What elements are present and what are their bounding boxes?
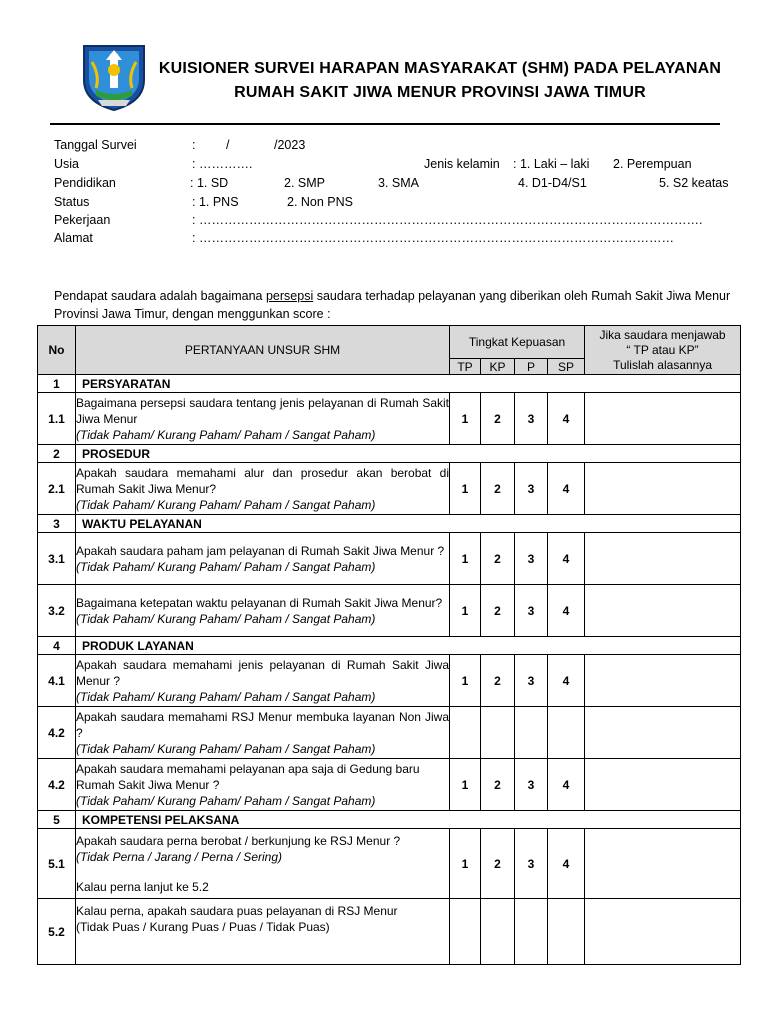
pendidikan-option-3[interactable]: 3. SMA (378, 176, 419, 190)
table-row (38, 533, 741, 585)
document-title-line1: KUISIONER SURVEI HARAPAN MASYARAKAT (SHM) PADA PELAYANAN (158, 60, 722, 77)
question-text: Apakah saudara memahami pelayanan apa saja di Gedung baru Rumah Sakit Jiwa Menur ? (76, 761, 420, 792)
section-label: PERSYARATAN (76, 375, 741, 393)
reason-cell[interactable] (585, 759, 741, 811)
section-row (38, 515, 741, 533)
question-options: (Tidak Paham/ Kurang Paham/ Paham / Sangat Paham) (76, 497, 376, 512)
jenis-kelamin-option-1[interactable]: : 1. Laki – laki (513, 157, 590, 171)
score-p[interactable]: 3 (515, 533, 548, 585)
reason-cell[interactable] (585, 829, 741, 899)
question-options: (Tidak Paham/ Kurang Paham/ Paham / Sangat Paham) (76, 427, 376, 442)
question-text: Apakah saudara memahami alur dan prosedur akan berobat di Rumah Sakit Jiwa Menur? (76, 465, 449, 496)
score-tp[interactable] (450, 707, 481, 759)
question-cell (76, 463, 450, 515)
reason-cell[interactable] (585, 707, 741, 759)
table-row (38, 899, 741, 965)
section-row (38, 811, 741, 829)
question-cell (76, 759, 450, 811)
question-followup: Kalau perna lanjut ke 5.2 (76, 879, 209, 894)
section-row (38, 375, 741, 393)
reason-cell[interactable] (585, 585, 741, 637)
tanggal-label: Tanggal Survei (54, 138, 137, 152)
status-option-1[interactable]: : 1. PNS (192, 195, 239, 209)
score-p[interactable] (515, 899, 548, 965)
pendidikan-option-4[interactable]: 4. D1-D4/S1 (518, 176, 587, 190)
row-no: 5.2 (38, 899, 76, 965)
table-row (38, 393, 741, 445)
score-p[interactable]: 3 (515, 463, 548, 515)
reason-cell[interactable] (585, 533, 741, 585)
score-kp[interactable] (481, 899, 515, 965)
header-reason-line3: Tulislah alasannya (613, 358, 713, 372)
row-no: 4.2 (38, 759, 76, 811)
section-label: PRODUK LAYANAN (76, 637, 741, 655)
header-reason-line1: Jika saudara menjawab (599, 328, 726, 342)
status-option-2[interactable]: 2. Non PNS (287, 195, 354, 209)
score-kp[interactable]: 2 (481, 533, 515, 585)
intro-underlined-word: persepsi (265, 289, 314, 303)
score-kp[interactable]: 2 (481, 393, 515, 445)
header-p: P (515, 359, 548, 375)
row-no: 1.1 (38, 393, 76, 445)
score-sp[interactable]: 4 (548, 393, 585, 445)
table-row (38, 829, 741, 899)
header-sp: SP (548, 359, 585, 375)
score-kp[interactable] (481, 707, 515, 759)
question-text: Bagaimana ketepatan waktu pelayanan di Rumah Sakit Jiwa Menur? (76, 595, 443, 610)
pendidikan-option-5[interactable]: 5. S2 keatas (659, 176, 729, 190)
score-sp[interactable]: 4 (548, 533, 585, 585)
row-no: 4.1 (38, 655, 76, 707)
question-cell (76, 655, 450, 707)
header-reason (585, 326, 741, 375)
question-cell (76, 899, 450, 965)
intro-paragraph (54, 287, 744, 323)
reason-cell[interactable] (585, 393, 741, 445)
tanggal-slash[interactable]: / (226, 138, 230, 152)
section-label: WAKTU PELAYANAN (76, 515, 741, 533)
alamat-label: Alamat (54, 231, 93, 245)
question-options: (Tidak Perna / Jarang / Perna / Sering) (76, 849, 282, 864)
score-p[interactable]: 3 (515, 655, 548, 707)
score-p[interactable]: 3 (515, 829, 548, 899)
section-no: 2 (38, 445, 76, 463)
question-text: Apakah saudara memahami jenis pelayanan di Rumah Sakit Jiwa Menur ? (76, 657, 449, 688)
survey-table (37, 325, 741, 965)
score-sp[interactable] (548, 707, 585, 759)
tanggal-year[interactable]: /2023 (274, 138, 306, 152)
score-p[interactable]: 3 (515, 759, 548, 811)
row-no: 3.1 (38, 533, 76, 585)
header-reason-line2: “ TP atau KP” (626, 343, 699, 357)
pekerjaan-field[interactable]: : …………………………………………………………………………………………………………. (192, 213, 703, 227)
table-row (38, 585, 741, 637)
question-cell (76, 829, 450, 899)
score-tp[interactable]: 1 (450, 655, 481, 707)
question-text: Kalau perna, apakah saudara puas pelayanan di RSJ Menur (76, 904, 398, 918)
section-no: 4 (38, 637, 76, 655)
score-tp[interactable]: 1 (450, 533, 481, 585)
row-no: 5.1 (38, 829, 76, 899)
question-options: (Tidak Paham/ Kurang Paham/ Paham / Sangat Paham) (76, 741, 376, 756)
score-sp[interactable]: 4 (548, 829, 585, 899)
question-text: Bagaimana persepsi saudara tentang jenis pelayanan di Rumah Sakit Jiwa Menur (76, 395, 449, 426)
table-row (38, 463, 741, 515)
reason-cell[interactable] (585, 899, 741, 965)
intro-text-start: Pendapat saudara adalah bagaimana (54, 289, 266, 303)
alamat-field[interactable]: : …………………………………………………………………………………………………… (192, 231, 674, 245)
question-cell (76, 707, 450, 759)
score-sp[interactable] (548, 899, 585, 965)
header-kp: KP (481, 359, 515, 375)
score-sp[interactable]: 4 (548, 463, 585, 515)
header-divider (50, 123, 720, 125)
score-kp[interactable]: 2 (481, 463, 515, 515)
header-question: PERTANYAAN UNSUR SHM (76, 326, 450, 375)
pendidikan-option-2[interactable]: 2. SMP (284, 176, 325, 190)
pendidikan-option-1[interactable]: : 1. SD (190, 176, 229, 190)
row-no: 4.2 (38, 707, 76, 759)
usia-label: Usia (54, 157, 80, 171)
section-row (38, 637, 741, 655)
table-row (38, 759, 741, 811)
header-satisfaction: Tingkat Kepuasan (450, 326, 585, 359)
score-tp[interactable]: 1 (450, 829, 481, 899)
score-kp[interactable]: 2 (481, 655, 515, 707)
question-options: (Tidak Paham/ Kurang Paham/ Paham / Sangat Paham) (76, 689, 376, 704)
section-row (38, 445, 741, 463)
document-title-line2: RUMAH SAKIT JIWA MENUR PROVINSI JAWA TIMUR (234, 84, 646, 101)
question-options: (Tidak Paham/ Kurang Paham/ Paham / Sangat Paham) (76, 559, 376, 574)
score-sp[interactable]: 4 (548, 585, 585, 637)
score-kp[interactable]: 2 (481, 759, 515, 811)
row-no: 2.1 (38, 463, 76, 515)
question-options: (Tidak Paham/ Kurang Paham/ Paham / Sangat Paham) (76, 793, 376, 808)
score-tp[interactable]: 1 (450, 393, 481, 445)
header-tp: TP (450, 359, 481, 375)
score-p[interactable]: 3 (515, 393, 548, 445)
section-label: PROSEDUR (76, 445, 741, 463)
question-cell (76, 533, 450, 585)
east-java-emblem-logo (78, 40, 150, 112)
tanggal-colon: : (192, 138, 196, 152)
question-cell (76, 393, 450, 445)
section-label: KOMPETENSI PELAKSANA (76, 811, 741, 829)
score-kp[interactable]: 2 (481, 829, 515, 899)
score-tp[interactable]: 1 (450, 585, 481, 637)
section-no: 5 (38, 811, 76, 829)
question-text: Apakah saudara memahami RSJ Menur membuka layanan Non Jiwa ? (76, 709, 449, 740)
reason-cell[interactable] (585, 655, 741, 707)
question-text: Apakah saudara paham jam pelayanan di Rumah Sakit Jiwa Menur ? (76, 543, 445, 558)
table-row (38, 655, 741, 707)
score-sp[interactable]: 4 (548, 655, 585, 707)
question-cell (76, 585, 450, 637)
score-tp[interactable]: 1 (450, 463, 481, 515)
jenis-kelamin-label: Jenis kelamin (424, 157, 500, 171)
table-row (38, 707, 741, 759)
score-p[interactable]: 3 (515, 585, 548, 637)
score-tp[interactable] (450, 899, 481, 965)
section-no: 1 (38, 375, 76, 393)
header-no: No (38, 326, 76, 375)
pekerjaan-label: Pekerjaan (54, 213, 111, 227)
question-options: (Tidak Paham/ Kurang Paham/ Paham / Sangat Paham) (76, 611, 376, 626)
pendidikan-label: Pendidikan (54, 176, 116, 190)
score-sp[interactable]: 4 (548, 759, 585, 811)
score-p[interactable] (515, 707, 548, 759)
section-no: 3 (38, 515, 76, 533)
score-tp[interactable]: 1 (450, 759, 481, 811)
jenis-kelamin-option-2[interactable]: 2. Perempuan (613, 157, 692, 171)
question-options: (Tidak Puas / Kurang Puas / Puas / Tidak Puas) (76, 920, 330, 934)
row-no: 3.2 (38, 585, 76, 637)
reason-cell[interactable] (585, 463, 741, 515)
score-kp[interactable]: 2 (481, 585, 515, 637)
status-label: Status (54, 195, 90, 209)
question-text: Apakah saudara perna berobat / berkunjung ke RSJ Menur ? (76, 833, 401, 848)
usia-field[interactable]: : …………. (192, 157, 253, 171)
intro-text-end: saudara terhadap pelayanan yang diberikan oleh Rumah Sakit Jiwa Menur Provinsi Jawa Timur, dengan menggunkan score : (54, 289, 731, 321)
